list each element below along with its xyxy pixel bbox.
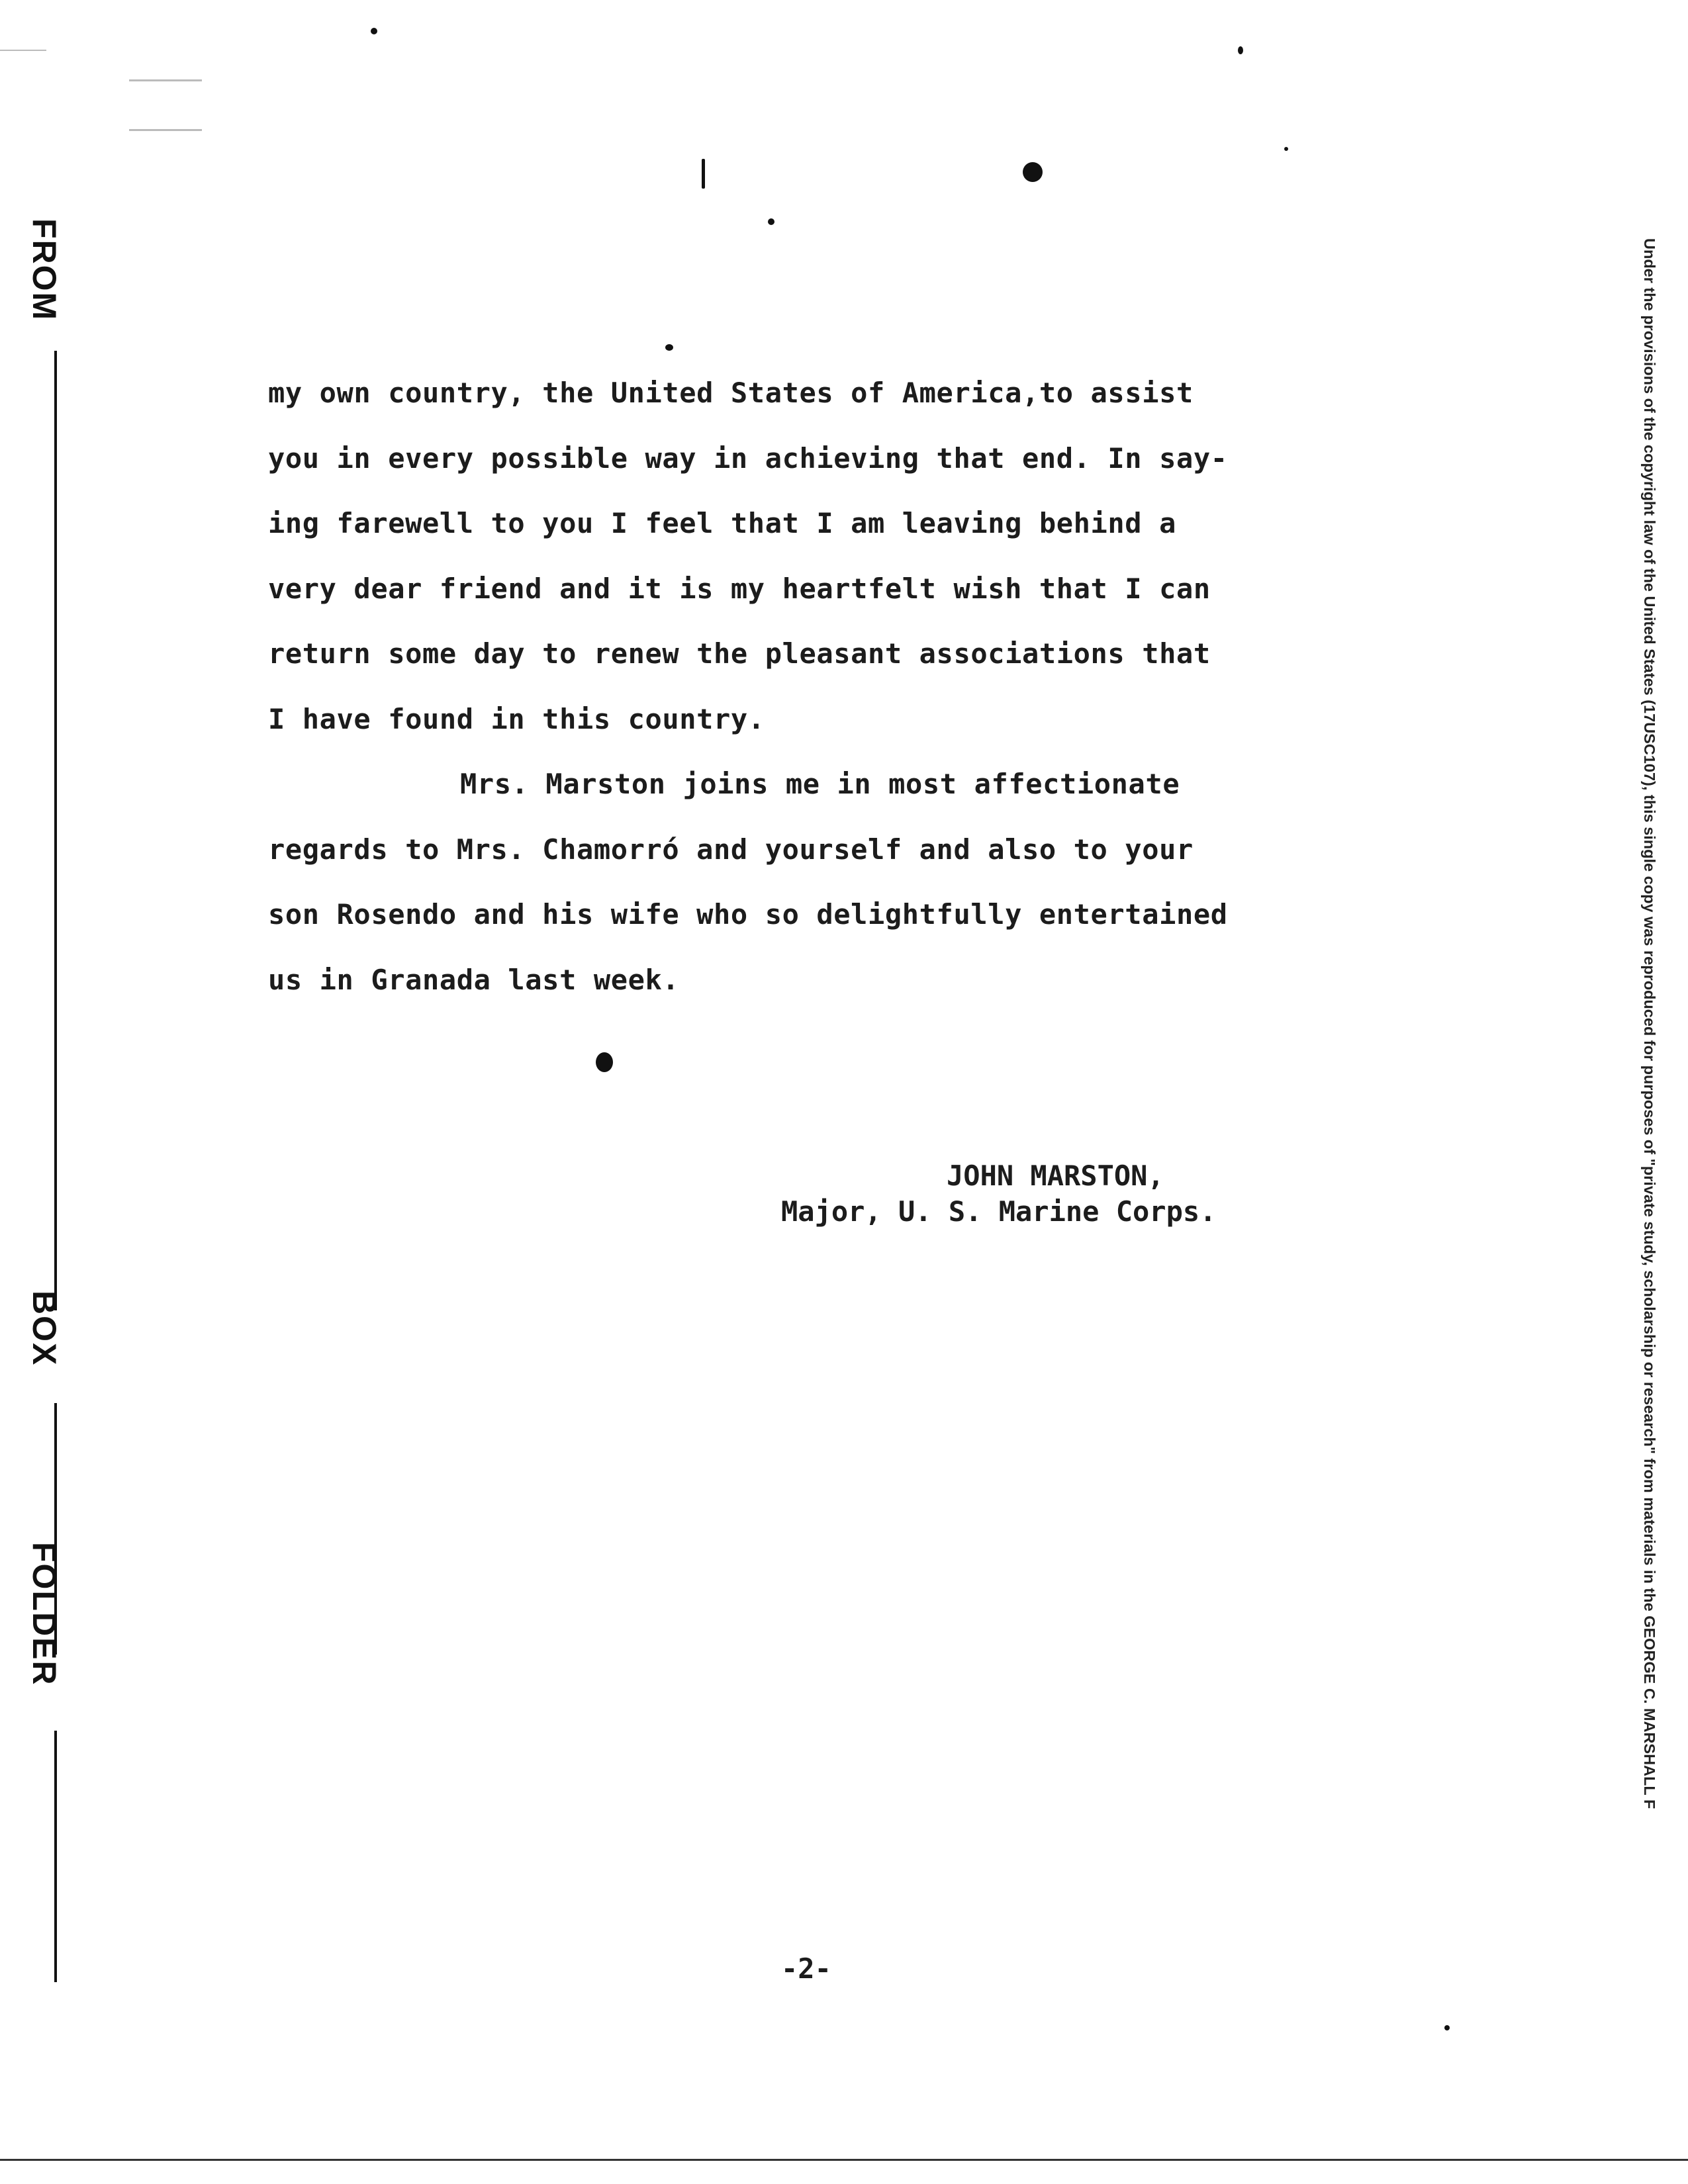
scan-speck	[1023, 162, 1043, 182]
bottom-edge	[0, 2159, 1688, 2161]
archive-strip	[25, 218, 65, 2005]
signature-title: Major, U. S. Marine Corps.	[781, 1195, 1217, 1228]
folder-line	[54, 1731, 57, 1982]
text-line: ing farewell to you I feel that I am leaving behind a	[268, 507, 1176, 539]
scan-mark	[0, 50, 46, 51]
scan-speck	[371, 28, 377, 34]
scan-speck	[665, 344, 673, 351]
text-line: you in every possible way in achieving that end. In say-	[268, 441, 1228, 475]
folder-label: FOLDER	[26, 1542, 63, 1686]
scan-speck	[596, 1052, 613, 1072]
from-line	[54, 351, 57, 1310]
page-number: -2-	[781, 1952, 831, 1985]
from-label: FROM	[26, 218, 63, 322]
text-line: Mrs. Marston joins me in most affectionate	[460, 768, 1180, 800]
signature-block	[781, 1158, 1377, 1230]
scan-speck	[702, 159, 705, 189]
scan-mark	[129, 79, 202, 81]
paragraph-2	[268, 752, 1433, 1013]
letter-body	[268, 361, 1433, 1013]
text-line: my own country, the United States of America,to assist	[268, 377, 1194, 409]
scan-speck	[768, 218, 774, 225]
scan-mark	[129, 129, 202, 131]
scan-speck	[1444, 2025, 1450, 2030]
text-line: son Rosendo and his wife who so delightfully entertained	[268, 898, 1228, 931]
signature-name: JOHN MARSTON,	[947, 1160, 1164, 1192]
box-label: BOX	[26, 1291, 63, 1367]
text-line: I have found in this country.	[268, 702, 765, 735]
folder-field	[25, 1542, 64, 1686]
text-line: regards to Mrs. Chamorró and yourself and also to your	[268, 833, 1194, 866]
box-field	[25, 1291, 64, 1366]
text-line: us in Granada last week.	[268, 963, 680, 996]
scan-speck	[1238, 46, 1243, 54]
text-line: very dear friend and it is my heartfelt wish that I can	[268, 572, 1211, 605]
scan-speck	[1284, 147, 1288, 151]
from-field	[25, 218, 64, 321]
copyright-notice: Under the provisions of the copyright law of the United States (17USC107), this single copy was reproduced for purposes of "private study, scholarship or research" from materials in the GEORGE C. MARSHALL F	[1641, 238, 1658, 1809]
paragraph-1	[268, 361, 1433, 752]
text-line: return some day to renew the pleasant associations that	[268, 637, 1211, 670]
